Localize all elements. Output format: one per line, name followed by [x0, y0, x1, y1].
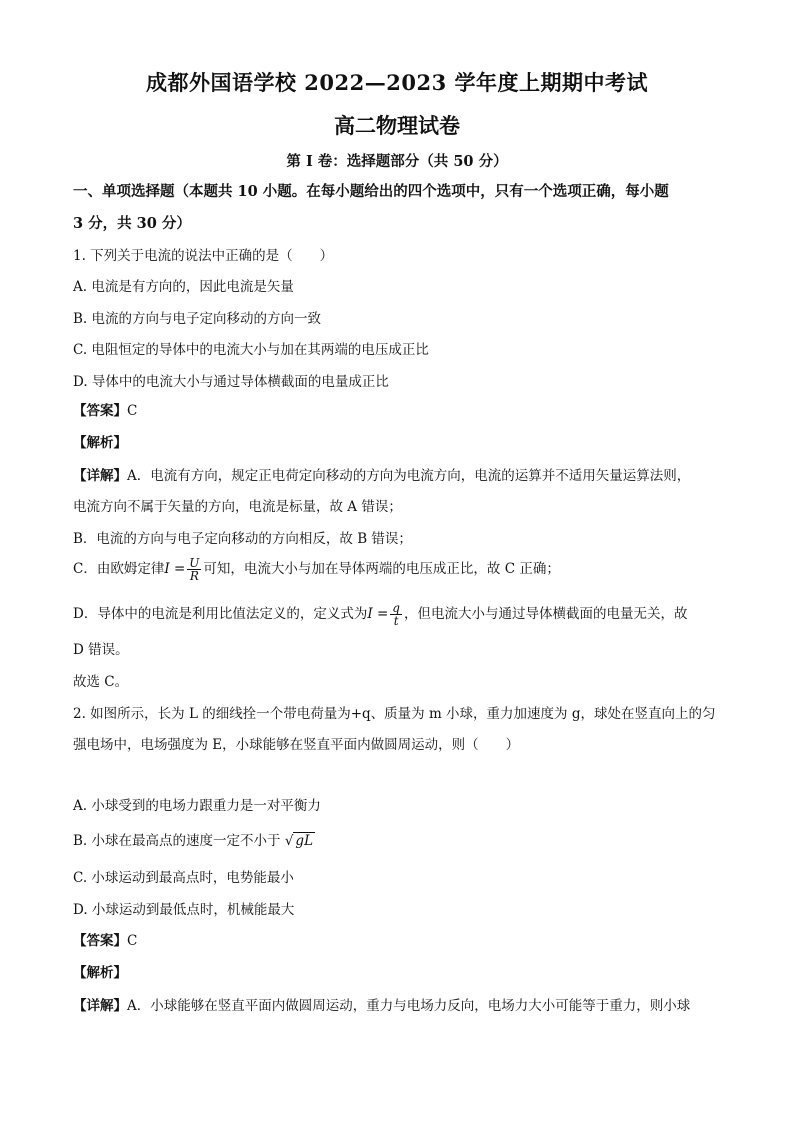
answer-label: 【答案】 — [73, 403, 127, 419]
answer-value: C — [127, 933, 138, 949]
sqrt-radicand: gL — [295, 833, 314, 849]
q1-option-b: B. 电流的方向与电子定向移动的方向一致 — [73, 311, 322, 327]
q1-detail-d — [73, 601, 687, 627]
q1-detail-b: B．电流的方向与电子定向移动的方向相反，故 B 错误； — [73, 531, 412, 547]
exam-subtitle: 高二物理试卷 — [334, 113, 460, 138]
answer-label: 【答案】 — [73, 933, 127, 949]
q1-option-d: D. 导体中的电流大小与通过导体横截面的电量成正比 — [73, 374, 389, 390]
q1-analysis-label: 【解析】 — [73, 435, 127, 451]
q2-detail-a — [73, 996, 690, 1016]
option-b-text: B. 小球在最高点的速度一定不小于 — [73, 833, 281, 849]
q2-stem-line1: 2. 如图所示，长为 L 的细线拴一个带电荷量为+q、质量为 m 小球，重力加速度为 g，球处在竖直向上的匀 — [73, 706, 716, 722]
answer-value: C — [127, 403, 138, 419]
detail-label: 【详解】 — [73, 468, 127, 484]
q1-detail-d-line2: D 错误。 — [73, 642, 129, 658]
q1-detail-c — [73, 556, 560, 582]
fraction-denominator: R — [189, 569, 199, 583]
current-def-fraction — [390, 602, 402, 627]
q1-option-a: A. 电流是有方向的，因此电流是矢量 — [73, 279, 294, 295]
q2-option-c: C. 小球运动到最高点时，电势能最小 — [73, 870, 294, 886]
q1-stem: 1. 下列关于电流的说法中正确的是（ ） — [73, 248, 334, 264]
detail-c-post: 可知，电流大小与加在导体两端的电压成正比，故 C 正确； — [203, 561, 560, 577]
q2-option-b — [73, 831, 315, 851]
detail-a-text: A．电流有方向，规定正电荷定向移动的方向为电流方向，电流的运算并不适用矢量运算法则， — [127, 468, 691, 484]
q1-answer — [73, 401, 137, 421]
q2-stem-line2: 强电场中，电场强度为 E，小球能够在竖直平面内做圆周运动，则（ ） — [73, 737, 520, 753]
q2-analysis-label: 【解析】 — [73, 965, 127, 981]
q1-detail-a-line2: 电流方向不属于矢量的方向，电流是标量，故 A 错误； — [73, 499, 402, 515]
fraction-numerator: U — [189, 556, 200, 570]
ohm-law-lhs: I = — [164, 561, 186, 577]
fraction-denominator: t — [393, 614, 399, 628]
q1-conclusion: 故选 C。 — [73, 674, 129, 690]
fraction-numerator: q — [392, 601, 400, 615]
sqrt-expression: √ gL — [284, 833, 314, 849]
q1-detail-a-line1 — [73, 466, 690, 486]
detail-d-pre: D．导体中的电流是利用比值法定义的，定义式为 — [73, 606, 368, 622]
current-def-lhs: I = — [367, 606, 389, 622]
q2-option-d: D. 小球运动到最低点时，机械能最大 — [73, 902, 295, 918]
detail-label: 【详解】 — [73, 998, 127, 1014]
ohm-law-fraction — [187, 557, 201, 582]
detail-d-post: ，但电流大小与通过导体横截面的电量无关，故 — [403, 606, 688, 622]
q2-option-a: A. 小球受到的电场力跟重力是一对平衡力 — [73, 798, 321, 814]
q1-option-c: C. 电阻恒定的导体中的电流大小与加在其两端的电压成正比 — [73, 342, 429, 358]
exam-title: 成都外国语学校 2022—2023 学年度上期期中考试 — [145, 70, 648, 95]
detail-c-pre: C．由欧姆定律 — [73, 561, 165, 577]
section-heading-line1: 一、单项选择题（本题共 10 小题。在每小题给出的四个选项中，只有一个选项正确，每小题 — [73, 183, 669, 200]
part-heading: 第 I 卷：选择题部分（共 50 分） — [286, 153, 508, 170]
detail-a-text: A．小球能够在竖直平面内做圆周运动，重力与电场力反向，电场力大小可能等于重力，则小球 — [127, 998, 691, 1014]
q2-answer — [73, 931, 137, 951]
section-heading-line2: 3 分，共 30 分） — [73, 215, 191, 232]
